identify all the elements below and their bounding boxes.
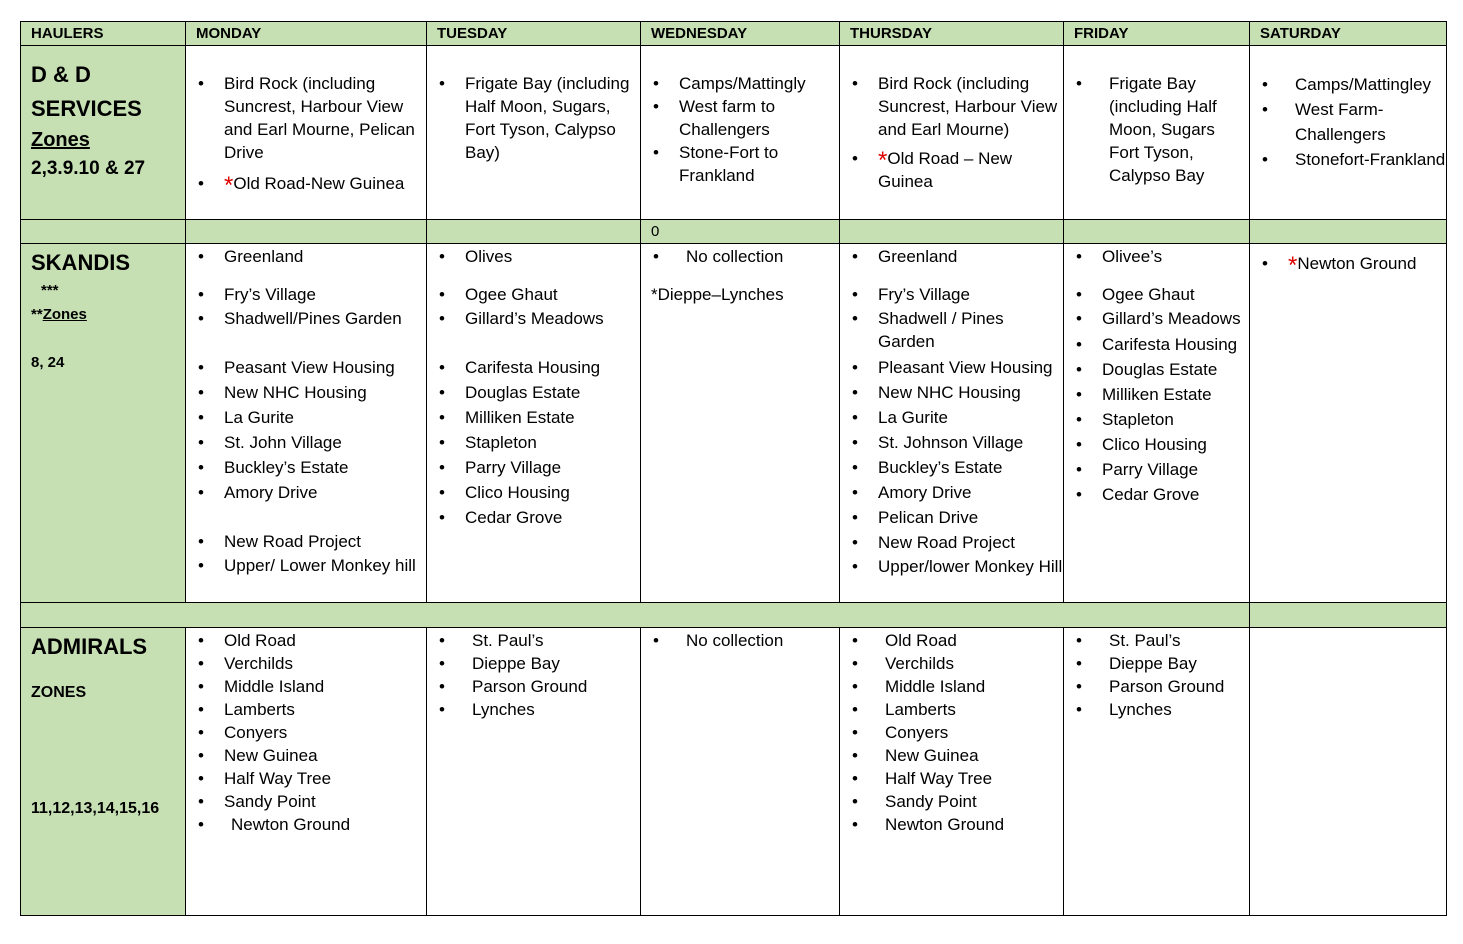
list-item: • Camps/Mattingly — [641, 72, 839, 95]
day-cell-admirals-tuesday — [427, 628, 641, 916]
list-item-text: Old Road – New Guinea — [878, 149, 1013, 191]
hauler-name: SERVICES — [31, 96, 142, 121]
list-item: • Middle Island — [840, 675, 1063, 698]
list-item: • St. Johnson Village — [840, 431, 1063, 454]
list-item: • Sandy Point — [186, 790, 426, 813]
hauler-row-admirals — [21, 628, 1447, 916]
zones-values: 8, 24 — [31, 354, 65, 371]
list-item: • Frigate Bay (including Half Moon, Sugars, Fort Tyson, Calypso Bay) — [427, 72, 640, 164]
spacer-row — [21, 603, 1447, 628]
area-list — [1064, 72, 1249, 187]
list-item: • Old Road — [840, 629, 1063, 652]
day-cell-admirals-friday — [1064, 628, 1250, 916]
list-item: • Buckley’s Estate — [186, 456, 426, 479]
header-monday: MONDAY — [186, 22, 427, 46]
area-list — [427, 629, 640, 721]
list-item: • Lynches — [1064, 698, 1249, 721]
day-cell-dd-monday — [186, 46, 427, 220]
header-saturday: SATURDAY — [1250, 22, 1447, 46]
list-item: • Stapleton — [427, 431, 640, 454]
list-item: • Sandy Point — [840, 790, 1063, 813]
day-cell-skandis-tuesday — [427, 244, 641, 603]
list-item: • Lamberts — [186, 698, 426, 721]
list-item: • Dieppe Bay — [427, 652, 640, 675]
list-item: • Stone-Fort to Frankland — [641, 141, 839, 187]
asterisks-note: *** — [41, 282, 59, 299]
list-item: • Parson Ground — [1064, 675, 1249, 698]
zones-label: Zones — [31, 129, 90, 151]
list-item — [186, 172, 426, 199]
list-item: • Peasant View Housing — [186, 356, 426, 379]
list-item: • No collection — [641, 245, 839, 268]
header-friday: FRIDAY — [1064, 22, 1250, 46]
day-cell-skandis-friday — [1064, 244, 1250, 603]
list-item: • New Guinea — [840, 744, 1063, 767]
list-item: • Camps/Mattingley — [1250, 72, 1446, 97]
hauler-cell-admirals — [21, 628, 186, 916]
list-item: • Pleasant View Housing — [840, 356, 1063, 379]
hauler-name: ADMIRALS — [31, 634, 148, 659]
area-list — [186, 72, 426, 199]
day-cell-dd-saturday — [1250, 46, 1447, 220]
list-item: • Newton Ground — [840, 813, 1063, 836]
list-item: • Stapleton — [1064, 408, 1249, 431]
day-cell-skandis-thursday — [840, 244, 1064, 603]
list-item: • Parry Village — [427, 456, 640, 479]
list-item: • Buckley’s Estate — [840, 456, 1063, 479]
day-cell-dd-friday — [1064, 46, 1250, 220]
list-item: • Upper/lower Monkey Hill — [840, 555, 1063, 578]
list-item: • Milliken Estate — [427, 406, 640, 429]
list-item: • No collection — [641, 629, 839, 652]
list-item: • Greenland — [840, 245, 1063, 268]
list-item: • Amory Drive — [840, 481, 1063, 504]
list-item: • Half Way Tree — [186, 767, 426, 790]
area-list — [840, 245, 1063, 578]
list-item: • West Farm-Challengers — [1250, 97, 1446, 147]
list-item: • Olives — [427, 245, 640, 268]
day-cell-dd-tuesday — [427, 46, 641, 220]
list-item: • Olivee’s — [1064, 245, 1249, 268]
list-item: • Ogee Ghaut — [427, 283, 640, 306]
list-item: • Greenland — [186, 245, 426, 268]
day-cell-admirals-thursday — [840, 628, 1064, 916]
area-list — [1064, 629, 1249, 721]
asterisk-icon: * — [224, 172, 234, 199]
day-cell-skandis-monday — [186, 244, 427, 603]
list-item: • St. Paul’s — [1064, 629, 1249, 652]
list-item: • La Gurite — [840, 406, 1063, 429]
area-list — [840, 629, 1063, 836]
list-item: • Verchilds — [840, 652, 1063, 675]
hauler-cell-skandis — [21, 244, 186, 603]
list-item: • St. John Village — [186, 431, 426, 454]
list-item: • La Gurite — [186, 406, 426, 429]
list-item: • Newton Ground — [186, 813, 426, 836]
zones-values: 2,3.9.10 & 27 — [31, 158, 146, 179]
list-item: • Milliken Estate — [1064, 383, 1249, 406]
day-cell-dd-wednesday — [641, 46, 840, 220]
area-list — [840, 72, 1063, 193]
list-item: • New NHC Housing — [840, 381, 1063, 404]
header-row — [21, 22, 1447, 46]
list-item: • Lamberts — [840, 698, 1063, 721]
hauler-name: D & D — [31, 62, 91, 87]
list-item — [840, 147, 1063, 193]
list-item: • New Guinea — [186, 744, 426, 767]
list-item: • Bird Rock (including Suncrest, Harbour View and Earl Mourne) — [840, 72, 1063, 141]
list-item: • Middle Island — [186, 675, 426, 698]
hauler-cell-dd — [21, 46, 186, 220]
day-cell-admirals-saturday — [1250, 628, 1447, 916]
zones-values: 11,12,13,14,15,16 — [31, 800, 160, 817]
list-item: • New Road Project — [186, 530, 426, 553]
list-item: • New NHC Housing — [186, 381, 426, 404]
list-item: • Pelican Drive — [840, 506, 1063, 529]
list-item: • Bird Rock (including Suncrest, Harbour View and Earl Mourne, Pelican Drive — [186, 72, 426, 164]
list-item: • Half Way Tree — [840, 767, 1063, 790]
list-item: • Cedar Grove — [1064, 483, 1249, 506]
list-item: • Old Road — [186, 629, 426, 652]
area-list — [1250, 72, 1446, 172]
list-item: • Carifesta Housing — [1064, 333, 1249, 356]
list-item: • Gillard’s Meadows — [1064, 307, 1249, 330]
list-item: • Shadwell / Pines Garden — [840, 307, 1063, 353]
list-item: • Conyers — [840, 721, 1063, 744]
list-item: • Gillard’s Meadows — [427, 307, 640, 330]
list-item: • Fry’s Village — [186, 283, 426, 306]
area-list — [1250, 252, 1446, 279]
list-item — [1250, 252, 1446, 279]
collection-schedule-table — [20, 21, 1447, 916]
list-item: • Upper/ Lower Monkey hill — [186, 554, 426, 577]
list-item: • Dieppe Bay — [1064, 652, 1249, 675]
asterisk-icon: * — [878, 147, 888, 174]
day-cell-dd-thursday — [840, 46, 1064, 220]
hauler-row-skandis — [21, 244, 1447, 603]
header-thursday: THURSDAY — [840, 22, 1064, 46]
list-item: • Verchilds — [186, 652, 426, 675]
list-item-text: Old Road-New Guinea — [233, 174, 405, 193]
day-cell-admirals-monday — [186, 628, 427, 916]
area-list — [641, 629, 839, 652]
area-list — [186, 629, 426, 836]
list-item: • Parry Village — [1064, 458, 1249, 481]
spacer-value: 0 — [641, 220, 840, 244]
area-list — [427, 72, 640, 164]
list-item: • Amory Drive — [186, 481, 426, 504]
hauler-row-dd — [21, 46, 1447, 220]
area-list — [641, 72, 839, 187]
day-cell-skandis-wednesday — [641, 244, 840, 603]
area-list — [186, 245, 426, 577]
list-item: • Clico Housing — [427, 481, 640, 504]
asterisk-icon: * — [1288, 252, 1298, 279]
area-list — [641, 245, 839, 268]
zones-label: ZONES — [31, 684, 87, 701]
list-item: • St. Paul’s — [427, 629, 640, 652]
list-item: • Shadwell/Pines Garden — [186, 307, 426, 330]
spacer-row — [21, 220, 1447, 244]
header-wednesday: WEDNESDAY — [641, 22, 840, 46]
list-item: • West farm to Challengers — [641, 95, 839, 141]
list-item: • Douglas Estate — [1064, 358, 1249, 381]
list-item: • Lynches — [427, 698, 640, 721]
list-item: • Fry’s Village — [840, 283, 1063, 306]
list-item: • Douglas Estate — [427, 381, 640, 404]
note-text: *Dieppe–Lynches — [651, 285, 784, 304]
list-item: • New Road Project — [840, 531, 1063, 554]
list-item: • Conyers — [186, 721, 426, 744]
list-item: • Cedar Grove — [427, 506, 640, 529]
area-list — [1064, 245, 1249, 506]
list-item: • Clico Housing — [1064, 433, 1249, 456]
list-item: • Stonefort-Frankland — [1250, 147, 1446, 172]
area-list — [427, 245, 640, 529]
day-cell-admirals-wednesday — [641, 628, 840, 916]
day-cell-skandis-saturday — [1250, 244, 1447, 603]
header-haulers: HAULERS — [21, 22, 186, 46]
list-item: • Ogee Ghaut — [1064, 283, 1249, 306]
hauler-name: SKANDIS — [31, 250, 131, 275]
header-tuesday: TUESDAY — [427, 22, 641, 46]
list-item: • Parson Ground — [427, 675, 640, 698]
zones-label: **Zones — [31, 306, 87, 323]
list-item-text: Newton Ground — [1297, 254, 1417, 273]
list-item: • Carifesta Housing — [427, 356, 640, 379]
list-item: • Frigate Bay (including Half Moon, Sugars Fort Tyson, Calypso Bay — [1064, 72, 1249, 187]
